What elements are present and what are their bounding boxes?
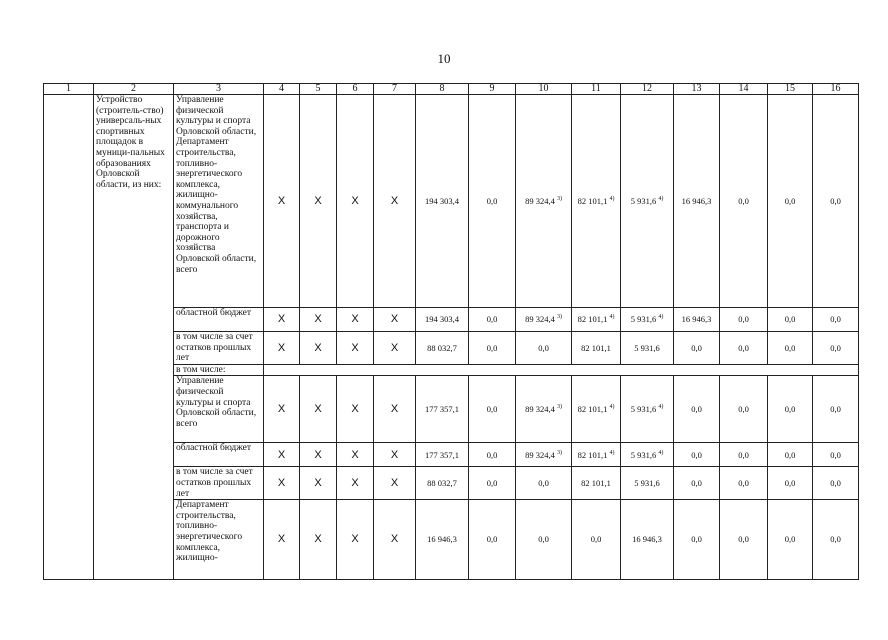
footnote-mark: 4) xyxy=(609,449,615,456)
value-text: 0,0 xyxy=(486,477,498,488)
value-cell xyxy=(572,467,621,500)
value-text: 89 324,4 xyxy=(525,195,555,206)
value-text: 0,0 xyxy=(738,342,749,353)
value-text: 5 931,6 xyxy=(630,449,657,460)
table-row xyxy=(44,95,859,308)
value-cell xyxy=(674,376,720,443)
footnote-mark: 4) xyxy=(658,404,664,411)
header-cell: 4 xyxy=(264,84,300,95)
value-text: 0,0 xyxy=(738,404,749,415)
value-cell xyxy=(469,467,516,500)
value-cell xyxy=(416,95,469,308)
value-cell xyxy=(416,467,469,500)
value-text: 82 101,1 xyxy=(581,342,611,353)
value-cell xyxy=(621,443,674,467)
value-cell xyxy=(720,467,768,500)
header-cell: 6 xyxy=(337,84,374,95)
x-mark-cell: Х xyxy=(337,308,374,332)
col1-cell xyxy=(44,95,94,580)
header-cell: 13 xyxy=(674,84,720,95)
value-cell xyxy=(516,332,572,365)
value-cell xyxy=(813,95,859,308)
x-mark-cell: Х xyxy=(337,467,374,500)
x-mark-cell: Х xyxy=(337,376,374,443)
x-mark-cell: Х xyxy=(300,467,337,500)
footnote-mark: 4) xyxy=(658,449,664,456)
x-mark-cell: Х xyxy=(374,308,416,332)
header-cell: 3 xyxy=(174,84,264,95)
x-mark-cell: Х xyxy=(374,332,416,365)
value-cell xyxy=(621,95,674,308)
x-mark-cell: Х xyxy=(300,332,337,365)
value-cell xyxy=(516,467,572,500)
value-text: 0,0 xyxy=(486,342,498,353)
x-mark-cell: Х xyxy=(337,500,374,580)
value-text: 0,0 xyxy=(784,534,796,545)
value-cell xyxy=(416,376,469,443)
x-mark-cell: Х xyxy=(300,500,337,580)
value-text: 0,0 xyxy=(830,314,841,325)
header-cell: 12 xyxy=(621,84,674,95)
value-cell xyxy=(720,308,768,332)
value-text: 0,0 xyxy=(486,314,498,325)
value-cell xyxy=(572,443,621,467)
value-cell xyxy=(768,308,813,332)
empty-cell xyxy=(264,364,859,376)
value-cell xyxy=(572,332,621,365)
x-mark-cell: Х xyxy=(264,467,300,500)
header-cell: 7 xyxy=(374,84,416,95)
x-mark-cell: Х xyxy=(337,443,374,467)
footnote-mark: 4) xyxy=(609,195,615,202)
value-text: 16 946,3 xyxy=(681,195,712,206)
value-text: 0,0 xyxy=(830,404,841,415)
row-label: Департамент строительства, топливно-энергетического комплекса, жилищно- xyxy=(174,500,264,580)
value-text: 5 931,6 xyxy=(634,477,660,488)
value-cell xyxy=(469,443,516,467)
value-cell xyxy=(621,467,674,500)
value-text: 0,0 xyxy=(486,534,498,545)
value-cell xyxy=(416,443,469,467)
value-cell xyxy=(416,308,469,332)
value-text: 0,0 xyxy=(691,477,702,488)
value-cell xyxy=(469,500,516,580)
value-cell xyxy=(572,500,621,580)
value-text: 0,0 xyxy=(486,404,498,415)
budget-table xyxy=(43,83,859,580)
value-text: 0,0 xyxy=(830,534,841,545)
value-cell xyxy=(720,443,768,467)
value-text: 0,0 xyxy=(830,342,841,353)
x-mark-cell: Х xyxy=(300,95,337,308)
value-text: 0,0 xyxy=(691,534,702,545)
value-text: 0,0 xyxy=(538,477,549,488)
x-mark-cell: Х xyxy=(374,443,416,467)
x-mark-cell: Х xyxy=(337,95,374,308)
value-text: 0,0 xyxy=(784,314,796,325)
value-text: 0,0 xyxy=(691,449,702,460)
value-text: 16 946,3 xyxy=(632,534,662,545)
value-cell xyxy=(469,376,516,443)
value-text: 0,0 xyxy=(784,477,796,488)
header-cell: 8 xyxy=(416,84,469,95)
value-cell xyxy=(674,500,720,580)
value-cell xyxy=(469,95,516,308)
value-text: 194 303,4 xyxy=(425,314,459,325)
x-mark-cell: Х xyxy=(374,95,416,308)
value-cell xyxy=(768,467,813,500)
value-cell xyxy=(674,443,720,467)
value-cell xyxy=(768,376,813,443)
value-cell xyxy=(768,443,813,467)
value-text: 0,0 xyxy=(738,314,749,325)
footnote-mark: 4) xyxy=(609,404,615,411)
x-mark-cell: Х xyxy=(300,308,337,332)
value-cell xyxy=(516,376,572,443)
footnote-mark: 4) xyxy=(658,195,664,202)
value-cell xyxy=(621,308,674,332)
value-text: 82 101,1 xyxy=(577,314,608,325)
x-mark-cell: Х xyxy=(300,376,337,443)
row-label: в том числе за счет остатков прошлых лет xyxy=(174,332,264,365)
value-cell xyxy=(813,443,859,467)
value-text: 5 931,6 xyxy=(630,195,657,206)
value-text: 0,0 xyxy=(784,195,796,206)
value-text: 88 032,7 xyxy=(427,342,457,353)
value-cell xyxy=(674,308,720,332)
value-text: 0,0 xyxy=(784,449,796,460)
value-cell xyxy=(516,500,572,580)
x-mark-cell: Х xyxy=(337,332,374,365)
value-cell xyxy=(813,467,859,500)
value-cell xyxy=(674,332,720,365)
value-cell xyxy=(416,332,469,365)
value-text: 82 101,1 xyxy=(577,449,608,460)
value-text: 0,0 xyxy=(830,449,841,460)
value-text: 177 357,1 xyxy=(425,449,459,460)
value-cell xyxy=(768,332,813,365)
footnote-mark: 3) xyxy=(556,404,562,411)
x-mark-cell: Х xyxy=(264,332,300,365)
x-mark-cell: Х xyxy=(264,376,300,443)
value-text: 82 101,1 xyxy=(581,477,611,488)
value-text: 0,0 xyxy=(486,195,498,206)
value-cell xyxy=(572,95,621,308)
value-cell xyxy=(813,500,859,580)
header-cell: 5 xyxy=(300,84,337,95)
footnote-mark: 4) xyxy=(609,314,615,321)
value-cell xyxy=(813,376,859,443)
x-mark-cell: Х xyxy=(264,443,300,467)
header-cell: 16 xyxy=(813,84,859,95)
value-text: 5 931,6 xyxy=(630,314,657,325)
value-text: 0,0 xyxy=(784,404,796,415)
footnote-mark: 3) xyxy=(556,314,562,321)
value-cell xyxy=(416,500,469,580)
header-cell: 15 xyxy=(768,84,813,95)
value-text: 0,0 xyxy=(784,342,796,353)
value-cell xyxy=(469,332,516,365)
footnote-mark: 4) xyxy=(658,314,664,321)
value-text: 0,0 xyxy=(538,534,549,545)
value-cell xyxy=(720,500,768,580)
header-cell: 14 xyxy=(720,84,768,95)
value-text: 0,0 xyxy=(830,195,841,206)
row-label: областной бюджет xyxy=(174,443,264,467)
header-cell: 11 xyxy=(572,84,621,95)
value-cell xyxy=(572,376,621,443)
value-cell xyxy=(768,95,813,308)
x-mark-cell: Х xyxy=(264,500,300,580)
x-mark-cell: Х xyxy=(264,308,300,332)
value-cell xyxy=(621,500,674,580)
value-text: 16 946,3 xyxy=(681,314,712,325)
value-text: 82 101,1 xyxy=(577,404,608,415)
header-cell: 2 xyxy=(94,84,174,95)
value-text: 177 357,1 xyxy=(425,404,459,415)
value-text: 82 101,1 xyxy=(577,195,608,206)
value-cell xyxy=(720,332,768,365)
page-number: 10 xyxy=(437,51,451,66)
row-label: Управление физической культуры и спорта Орловской области, Департамент строительства, топливно-энергетического комплекса, жилищно-коммунального хозяйства, транспорта и дорожного хозяйства Орловской области, всего xyxy=(174,95,264,308)
row-label: в том числе за счет остатков прошлых лет xyxy=(174,467,264,500)
x-mark-cell: Х xyxy=(300,443,337,467)
value-cell xyxy=(621,376,674,443)
header-cell: 9 xyxy=(469,84,516,95)
value-cell xyxy=(516,308,572,332)
value-cell xyxy=(469,308,516,332)
header-cell: 10 xyxy=(516,84,572,95)
value-text: 194 303,4 xyxy=(425,195,459,206)
value-cell xyxy=(572,308,621,332)
value-text: 0,0 xyxy=(738,477,749,488)
value-cell xyxy=(813,308,859,332)
header-row xyxy=(44,84,859,95)
x-mark-cell: Х xyxy=(374,376,416,443)
value-text: 88 032,7 xyxy=(427,477,457,488)
value-text: 0,0 xyxy=(486,449,498,460)
x-mark-cell: Х xyxy=(374,500,416,580)
value-text: 5 931,6 xyxy=(630,404,657,415)
value-cell xyxy=(674,95,720,308)
value-text: 0,0 xyxy=(738,195,749,206)
row-label: областной бюджет xyxy=(174,308,264,332)
value-cell xyxy=(720,376,768,443)
value-cell xyxy=(516,443,572,467)
value-text: 0,0 xyxy=(691,404,702,415)
value-cell xyxy=(621,332,674,365)
value-text: 89 324,4 xyxy=(525,404,555,415)
value-text: 0,0 xyxy=(830,477,841,488)
object-name-cell: Устройство (строитель-ство) универсаль-ных спортивных площадок в муници-пальных образованиях Орловской области, из них: xyxy=(94,95,174,580)
value-text: 0,0 xyxy=(738,534,749,545)
value-text: 0,0 xyxy=(738,449,749,460)
footnote-mark: 3) xyxy=(556,195,562,202)
value-cell xyxy=(674,467,720,500)
value-cell xyxy=(813,332,859,365)
x-mark-cell: Х xyxy=(374,467,416,500)
value-text: 89 324,4 xyxy=(525,314,555,325)
value-text: 0,0 xyxy=(590,534,602,545)
header-cell: 1 xyxy=(44,84,94,95)
value-text: 16 946,3 xyxy=(427,534,457,545)
value-text: 0,0 xyxy=(691,342,702,353)
value-cell xyxy=(768,500,813,580)
value-cell xyxy=(516,95,572,308)
value-cell xyxy=(720,95,768,308)
value-text: 89 324,4 xyxy=(525,449,555,460)
row-label: Управление физической культуры и спорта Орловской области, всего xyxy=(174,376,264,443)
footnote-mark: 3) xyxy=(556,449,562,456)
row-label: в том числе: xyxy=(174,364,264,376)
x-mark-cell: Х xyxy=(264,95,300,308)
value-text: 0,0 xyxy=(538,342,549,353)
value-text: 5 931,6 xyxy=(634,342,660,353)
